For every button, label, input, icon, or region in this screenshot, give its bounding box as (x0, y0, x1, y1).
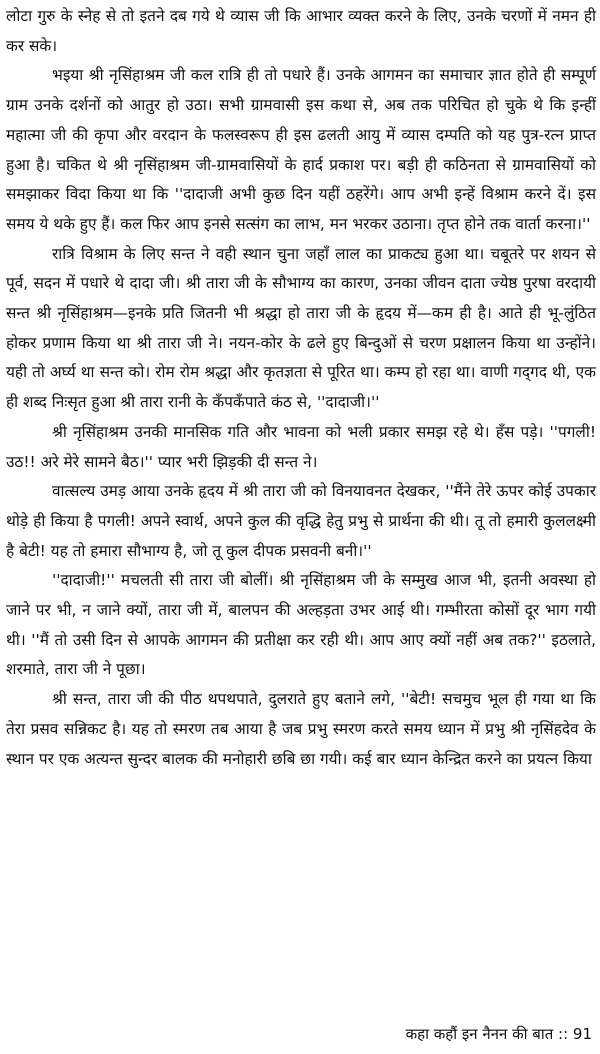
paragraph-4: श्री नृसिंहाश्रम उनकी मानसिक गति और भावना को भली प्रकार समझ रहे थे। हँस पड़े। ''पगली! उठ!! अरे मेरे सामने बैठ।'' प्यार भरी झिड़की दी सन्त ने। (6, 422, 596, 471)
paragraph-5: वात्सल्य उमड़ आया उनके हृदय में श्री तारा जी को विनयावनत देखकर, ''मैंने तेरे ऊपर कोई उपकार थोड़े ही किया है पगली! अपने स्वार्थ, अपने कुल की वृद्धि हेतु प्रभु से प्रार्थना की थी। तू तो हमारी कुललक्ष्मी है बेटी! यह तो हमारा सौभाग्य है, जो तू कुल दीपक प्रसवनी बनी।'' (6, 482, 596, 560)
paragraph-6: ''दादाजी!'' मचलती सी तारा जी बोलीं। श्री नृसिंहाश्रम जी के सम्मुख आज भी, इतनी अवस्था हो जाने पर भी, न जाने क्यों, तारा जी में, बालपन की अल्हड़ता उभर आई थी। गम्भीरता कोसों दूर भाग गयी थी। ''मैं तो उसी दिन से आपके आगमन की प्रतीक्षा कर रही थी। आप आए क्यों नहीं अब तक?'' इठलाते, शरमाते, तारा जी ने पूछा। (6, 571, 596, 679)
paragraph-1: लोटा गुरु के स्नेह से तो इतने दब गये थे व्यास जी कि आभार व्यक्त करने के लिए, उनके चरणों में नमन ही कर सके। (6, 7, 596, 55)
paragraph-3: रात्रि विश्राम के लिए सन्त ने वही स्थान चुना जहाँ लाल का प्राकट्य हुआ था। चबूतरे पर शयन से पूर्व, सदन में पधारे थे दादा जी। श्री तारा जी के सौभाग्य का कारण, उनका जीवन दाता ज्येष्ठ पुरषा वरदायी सन्त श्री नृसिंहाश्रम—इनके प्रति जितनी भी श्रद्धा हो तारा जी के हृदय में—कम ही है। आते ही भू-लुंठित होकर प्रणाम किया था श्री तारा जी ने। नयन-कोर के ढले हुए बिन्दुओं से चरण प्रक्षालन किया था उन्होंने। यही तो अर्घ्य था सन्त को। रोम रोम श्रद्धा और कृतज्ञता से पूरित था। कम्प हो रहा था। वाणी गद्‌गद थी, एक ही शब्द निःसृत हुआ श्री तारा रानी के कँपकँपाते कंठ से, ''दादाजी।'' (6, 244, 596, 412)
page-body (6, 2, 596, 774)
paragraph-2: भइया श्री नृसिंहाश्रम जी कल रात्रि ही तो पधारे हैं। उनके आगमन का समाचार ज्ञात होते ही सम्पूर्ण ग्राम उनके दर्शनों को आतुर हो उठा। सभी ग्रामवासी इस कथा से, अब तक परिचित हो चुके थे कि इन्हीं महात्मा जी की कृपा और वरदान के फलस्वरूप ही इस ढलती आयु में व्यास दम्पति को यह पुत्र-रत्न प्राप्त हुआ है। चकित थे श्री नृसिंहाश्रम जी-ग्रामवासियों के हार्द प्रकाश पर। बड़ी ही कठिनता से ग्रामवासियों को समझाकर विदा किया था कि ''दादाजी अभी कुछ दिन यहीं ठहरेंगे। आप अभी इन्हें विश्राम करने दें। इस समय ये थके हुए हैं। कल फिर आप इनसे सत्संग का लाभ, मन भरकर उठाना। तृप्त होने तक वार्ता करना।'' (6, 66, 596, 233)
paragraph-7: श्री सन्त, तारा जी की पीठ थपथपाते, दुलराते हुए बताने लगे, ''बेटी! सचमुच भूल ही गया था कि तेरा प्रसव सन्निकट है। यह तो स्मरण तब आया है जब प्रभु स्मरण करते समय ध्यान में प्रभु श्री नृसिंहदेव के स्थान पर एक अत्यन्त सुन्दर बालक की मनोहारी छबि छा गयी। कई बार ध्यान केन्द्रित करने का प्रयत्न किया (6, 690, 596, 768)
page-footer: कहा कहौं इन नैनन की बात :: 91 (405, 1025, 592, 1043)
